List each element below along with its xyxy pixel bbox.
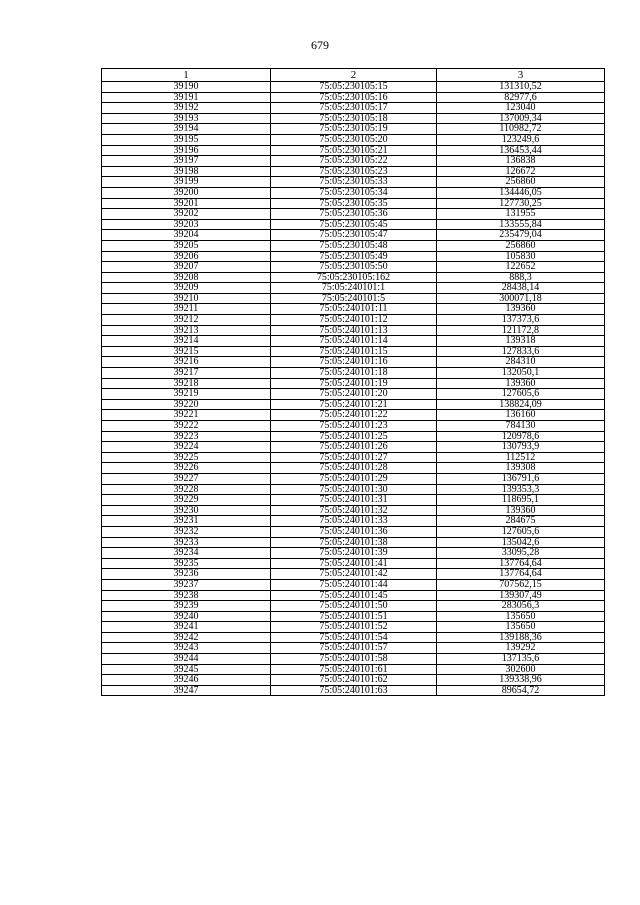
value-cell: 134446,05	[437, 187, 605, 198]
row-number-cell: 39230	[102, 505, 271, 516]
value-cell: 139307,49	[437, 590, 605, 601]
table-row	[102, 177, 605, 188]
table-row	[102, 505, 605, 516]
table-row	[102, 590, 605, 601]
value-cell: 112512	[437, 452, 605, 463]
table-row	[102, 124, 605, 135]
value-cell: 136791,6	[437, 473, 605, 484]
value-cell: 127730,25	[437, 198, 605, 209]
value-cell: 135650	[437, 611, 605, 622]
table-row	[102, 145, 605, 156]
cadastral-number-cell: 75:05:230105:34	[271, 187, 437, 198]
cadastral-number-cell: 75:05:240101:52	[271, 622, 437, 633]
cadastral-number-cell: 75:05:240101:33	[271, 516, 437, 527]
row-number-cell: 39190	[102, 82, 271, 93]
row-number-cell: 39233	[102, 537, 271, 548]
row-number-cell: 39209	[102, 283, 271, 294]
value-cell: 28438,14	[437, 283, 605, 294]
row-number-cell: 39215	[102, 346, 271, 357]
table-header-row	[102, 69, 605, 82]
value-cell: 121172,8	[437, 325, 605, 336]
value-cell: 235479,04	[437, 230, 605, 241]
cadastral-number-cell: 75:05:240101:14	[271, 336, 437, 347]
value-cell: 135042,6	[437, 537, 605, 548]
value-cell: 89654,72	[437, 685, 605, 696]
row-number-cell: 39227	[102, 473, 271, 484]
table-row	[102, 463, 605, 474]
value-cell: 139338,96	[437, 675, 605, 686]
table-row	[102, 336, 605, 347]
value-cell: 139292	[437, 643, 605, 654]
row-number-cell: 39236	[102, 569, 271, 580]
value-cell: 122652	[437, 262, 605, 273]
cadastral-number-cell: 75:05:240101:19	[271, 378, 437, 389]
table-row	[102, 452, 605, 463]
cadastral-number-cell: 75:05:230105:19	[271, 124, 437, 135]
table-row	[102, 240, 605, 251]
row-number-cell: 39220	[102, 399, 271, 410]
cadastral-number-cell: 75:05:240101:58	[271, 654, 437, 665]
value-cell: 139188,36	[437, 632, 605, 643]
table-row	[102, 643, 605, 654]
table-row	[102, 346, 605, 357]
row-number-cell: 39207	[102, 262, 271, 273]
table-row	[102, 113, 605, 124]
row-number-cell: 39198	[102, 166, 271, 177]
table-body	[102, 82, 605, 696]
value-cell: 302600	[437, 664, 605, 675]
row-number-cell: 39225	[102, 452, 271, 463]
cadastral-number-cell: 75:05:240101:11	[271, 304, 437, 315]
value-cell: 136160	[437, 410, 605, 421]
table-row	[102, 272, 605, 283]
value-cell: 118695,1	[437, 495, 605, 506]
table-row	[102, 654, 605, 665]
table-row	[102, 92, 605, 103]
cadastral-number-cell: 75:05:240101:15	[271, 346, 437, 357]
table-row	[102, 421, 605, 432]
row-number-cell: 39211	[102, 304, 271, 315]
cadastral-number-cell: 75:05:230105:33	[271, 177, 437, 188]
cadastral-number-cell: 75:05:230105:16	[271, 92, 437, 103]
row-number-cell: 39218	[102, 378, 271, 389]
value-cell: 707562,15	[437, 579, 605, 590]
row-number-cell: 39195	[102, 134, 271, 145]
value-cell: 139308	[437, 463, 605, 474]
row-number-cell: 39224	[102, 442, 271, 453]
table-row	[102, 187, 605, 198]
cadastral-number-cell: 75:05:240101:50	[271, 601, 437, 612]
value-cell: 127833,6	[437, 346, 605, 357]
value-cell: 33095,28	[437, 548, 605, 559]
row-number-cell: 39219	[102, 389, 271, 400]
value-cell: 105830	[437, 251, 605, 262]
value-cell: 256860	[437, 177, 605, 188]
value-cell: 131955	[437, 209, 605, 220]
cadastral-number-cell: 75:05:240101:31	[271, 495, 437, 506]
cadastral-number-cell: 75:05:230105:48	[271, 240, 437, 251]
row-number-cell: 39231	[102, 516, 271, 527]
row-number-cell: 39247	[102, 685, 271, 696]
table-row	[102, 495, 605, 506]
cadastral-number-cell: 75:05:230105:20	[271, 134, 437, 145]
row-number-cell: 39232	[102, 526, 271, 537]
cadastral-number-cell: 75:05:240101:45	[271, 590, 437, 601]
cadastral-number-cell: 75:05:230105:47	[271, 230, 437, 241]
cadastral-number-cell: 75:05:240101:61	[271, 664, 437, 675]
row-number-cell: 39223	[102, 431, 271, 442]
value-cell: 888,3	[437, 272, 605, 283]
row-number-cell: 39239	[102, 601, 271, 612]
cadastral-number-cell: 75:05:230105:15	[271, 82, 437, 93]
row-number-cell: 39205	[102, 240, 271, 251]
table-row	[102, 537, 605, 548]
value-cell: 284675	[437, 516, 605, 527]
row-number-cell: 39246	[102, 675, 271, 686]
table-row	[102, 632, 605, 643]
value-cell: 284310	[437, 357, 605, 368]
cadastral-number-cell: 75:05:240101:27	[271, 452, 437, 463]
cadastral-number-cell: 75:05:240101:26	[271, 442, 437, 453]
table-row	[102, 219, 605, 230]
value-cell: 127605,6	[437, 389, 605, 400]
row-number-cell: 39210	[102, 293, 271, 304]
row-number-cell: 39212	[102, 315, 271, 326]
row-number-cell: 39196	[102, 145, 271, 156]
cadastral-number-cell: 75:05:230105:45	[271, 219, 437, 230]
value-cell: 82977,6	[437, 92, 605, 103]
cadastral-number-cell: 75:05:240101:39	[271, 548, 437, 559]
table-row	[102, 601, 605, 612]
cadastral-number-cell: 75:05:240101:18	[271, 368, 437, 379]
value-cell: 123040	[437, 103, 605, 114]
table-row	[102, 685, 605, 696]
cadastral-number-cell: 75:05:240101:54	[271, 632, 437, 643]
value-cell: 135650	[437, 622, 605, 633]
cadastral-number-cell: 75:05:230105:49	[271, 251, 437, 262]
row-number-cell: 39206	[102, 251, 271, 262]
value-cell: 132050,1	[437, 368, 605, 379]
row-number-cell: 39237	[102, 579, 271, 590]
table-row	[102, 442, 605, 453]
table-row	[102, 473, 605, 484]
table-row	[102, 230, 605, 241]
table-row	[102, 526, 605, 537]
cadastral-number-cell: 75:05:240101:32	[271, 505, 437, 516]
table-row	[102, 198, 605, 209]
data-table	[101, 68, 605, 696]
row-number-cell: 39217	[102, 368, 271, 379]
cadastral-number-cell: 75:05:240101:16	[271, 357, 437, 368]
value-cell: 133555,84	[437, 219, 605, 230]
table-row	[102, 357, 605, 368]
table-row	[102, 304, 605, 315]
cadastral-number-cell: 75:05:240101:5	[271, 293, 437, 304]
table-row	[102, 166, 605, 177]
cadastral-number-cell: 75:05:240101:1	[271, 283, 437, 294]
cadastral-number-cell: 75:05:240101:62	[271, 675, 437, 686]
table-row	[102, 82, 605, 93]
row-number-cell: 39216	[102, 357, 271, 368]
value-cell: 123249,6	[437, 134, 605, 145]
column-header-3: 3	[437, 69, 605, 82]
cadastral-number-cell: 75:05:230105:23	[271, 166, 437, 177]
cadastral-number-cell: 75:05:240101:12	[271, 315, 437, 326]
row-number-cell: 39226	[102, 463, 271, 474]
cadastral-number-cell: 75:05:230105:21	[271, 145, 437, 156]
cadastral-number-cell: 75:05:240101:29	[271, 473, 437, 484]
value-cell: 139360	[437, 304, 605, 315]
table-row	[102, 103, 605, 114]
row-number-cell: 39191	[102, 92, 271, 103]
value-cell: 137373,6	[437, 315, 605, 326]
table-row	[102, 484, 605, 495]
column-header-2: 2	[271, 69, 437, 82]
row-number-cell: 39229	[102, 495, 271, 506]
table-row	[102, 399, 605, 410]
table-row	[102, 262, 605, 273]
table-row	[102, 293, 605, 304]
value-cell: 120978,6	[437, 431, 605, 442]
row-number-cell: 39235	[102, 558, 271, 569]
cadastral-number-cell: 75:05:240101:42	[271, 569, 437, 580]
value-cell: 137009,34	[437, 113, 605, 124]
row-number-cell: 39201	[102, 198, 271, 209]
row-number-cell: 39228	[102, 484, 271, 495]
row-number-cell: 39244	[102, 654, 271, 665]
cadastral-number-cell: 75:05:240101:13	[271, 325, 437, 336]
row-number-cell: 39242	[102, 632, 271, 643]
value-cell: 283056,3	[437, 601, 605, 612]
cadastral-number-cell: 75:05:240101:22	[271, 410, 437, 421]
value-cell: 139318	[437, 336, 605, 347]
cadastral-number-cell: 75:05:230105:35	[271, 198, 437, 209]
table-row	[102, 134, 605, 145]
table-row	[102, 579, 605, 590]
row-number-cell: 39200	[102, 187, 271, 198]
row-number-cell: 39197	[102, 156, 271, 167]
table-row	[102, 378, 605, 389]
cadastral-number-cell: 75:05:240101:23	[271, 421, 437, 432]
value-cell: 138824,09	[437, 399, 605, 410]
cadastral-number-cell: 75:05:230105:50	[271, 262, 437, 273]
table-row	[102, 611, 605, 622]
cadastral-number-cell: 75:05:230105:36	[271, 209, 437, 220]
cadastral-number-cell: 75:05:240101:41	[271, 558, 437, 569]
column-header-1: 1	[102, 69, 271, 82]
value-cell: 137764,64	[437, 569, 605, 580]
table-row	[102, 368, 605, 379]
cadastral-number-cell: 75:05:240101:63	[271, 685, 437, 696]
value-cell: 137764,64	[437, 558, 605, 569]
table-row	[102, 315, 605, 326]
value-cell: 139360	[437, 505, 605, 516]
value-cell: 110982,72	[437, 124, 605, 135]
table-row	[102, 622, 605, 633]
row-number-cell: 39241	[102, 622, 271, 633]
table-row	[102, 431, 605, 442]
row-number-cell: 39214	[102, 336, 271, 347]
table-row	[102, 675, 605, 686]
table-row	[102, 325, 605, 336]
value-cell: 137135,6	[437, 654, 605, 665]
row-number-cell: 39193	[102, 113, 271, 124]
row-number-cell: 39221	[102, 410, 271, 421]
row-number-cell: 39202	[102, 209, 271, 220]
cadastral-number-cell: 75:05:240101:30	[271, 484, 437, 495]
value-cell: 131310,52	[437, 82, 605, 93]
table-row	[102, 209, 605, 220]
table-row	[102, 516, 605, 527]
table-row	[102, 664, 605, 675]
cadastral-number-cell: 75:05:240101:51	[271, 611, 437, 622]
cadastral-number-cell: 75:05:240101:57	[271, 643, 437, 654]
row-number-cell: 39240	[102, 611, 271, 622]
value-cell: 127605,6	[437, 526, 605, 537]
value-cell: 256860	[437, 240, 605, 251]
value-cell: 139360	[437, 378, 605, 389]
table-row	[102, 569, 605, 580]
cadastral-number-cell: 75:05:230105:162	[271, 272, 437, 283]
cadastral-number-cell: 75:05:240101:36	[271, 526, 437, 537]
table-row	[102, 389, 605, 400]
cadastral-number-cell: 75:05:240101:38	[271, 537, 437, 548]
value-cell: 136838	[437, 156, 605, 167]
cadastral-number-cell: 75:05:240101:21	[271, 399, 437, 410]
value-cell: 136453,44	[437, 145, 605, 156]
value-cell: 784130	[437, 421, 605, 432]
table-row	[102, 558, 605, 569]
value-cell: 139353,3	[437, 484, 605, 495]
value-cell: 126672	[437, 166, 605, 177]
row-number-cell: 39204	[102, 230, 271, 241]
page-number: 679	[311, 38, 329, 52]
row-number-cell: 39238	[102, 590, 271, 601]
row-number-cell: 39213	[102, 325, 271, 336]
cadastral-number-cell: 75:05:230105:17	[271, 103, 437, 114]
table-row	[102, 283, 605, 294]
value-cell: 130793,9	[437, 442, 605, 453]
table-row	[102, 410, 605, 421]
cadastral-number-cell: 75:05:230105:22	[271, 156, 437, 167]
row-number-cell: 39199	[102, 177, 271, 188]
cadastral-number-cell: 75:05:240101:44	[271, 579, 437, 590]
cadastral-number-cell: 75:05:230105:18	[271, 113, 437, 124]
row-number-cell: 39234	[102, 548, 271, 559]
row-number-cell: 39245	[102, 664, 271, 675]
row-number-cell: 39243	[102, 643, 271, 654]
cadastral-number-cell: 75:05:240101:20	[271, 389, 437, 400]
table-row	[102, 156, 605, 167]
row-number-cell: 39222	[102, 421, 271, 432]
row-number-cell: 39192	[102, 103, 271, 114]
row-number-cell: 39203	[102, 219, 271, 230]
cadastral-number-cell: 75:05:240101:28	[271, 463, 437, 474]
cadastral-number-cell: 75:05:240101:25	[271, 431, 437, 442]
row-number-cell: 39208	[102, 272, 271, 283]
table-row	[102, 548, 605, 559]
row-number-cell: 39194	[102, 124, 271, 135]
value-cell: 300071,18	[437, 293, 605, 304]
table-row	[102, 251, 605, 262]
